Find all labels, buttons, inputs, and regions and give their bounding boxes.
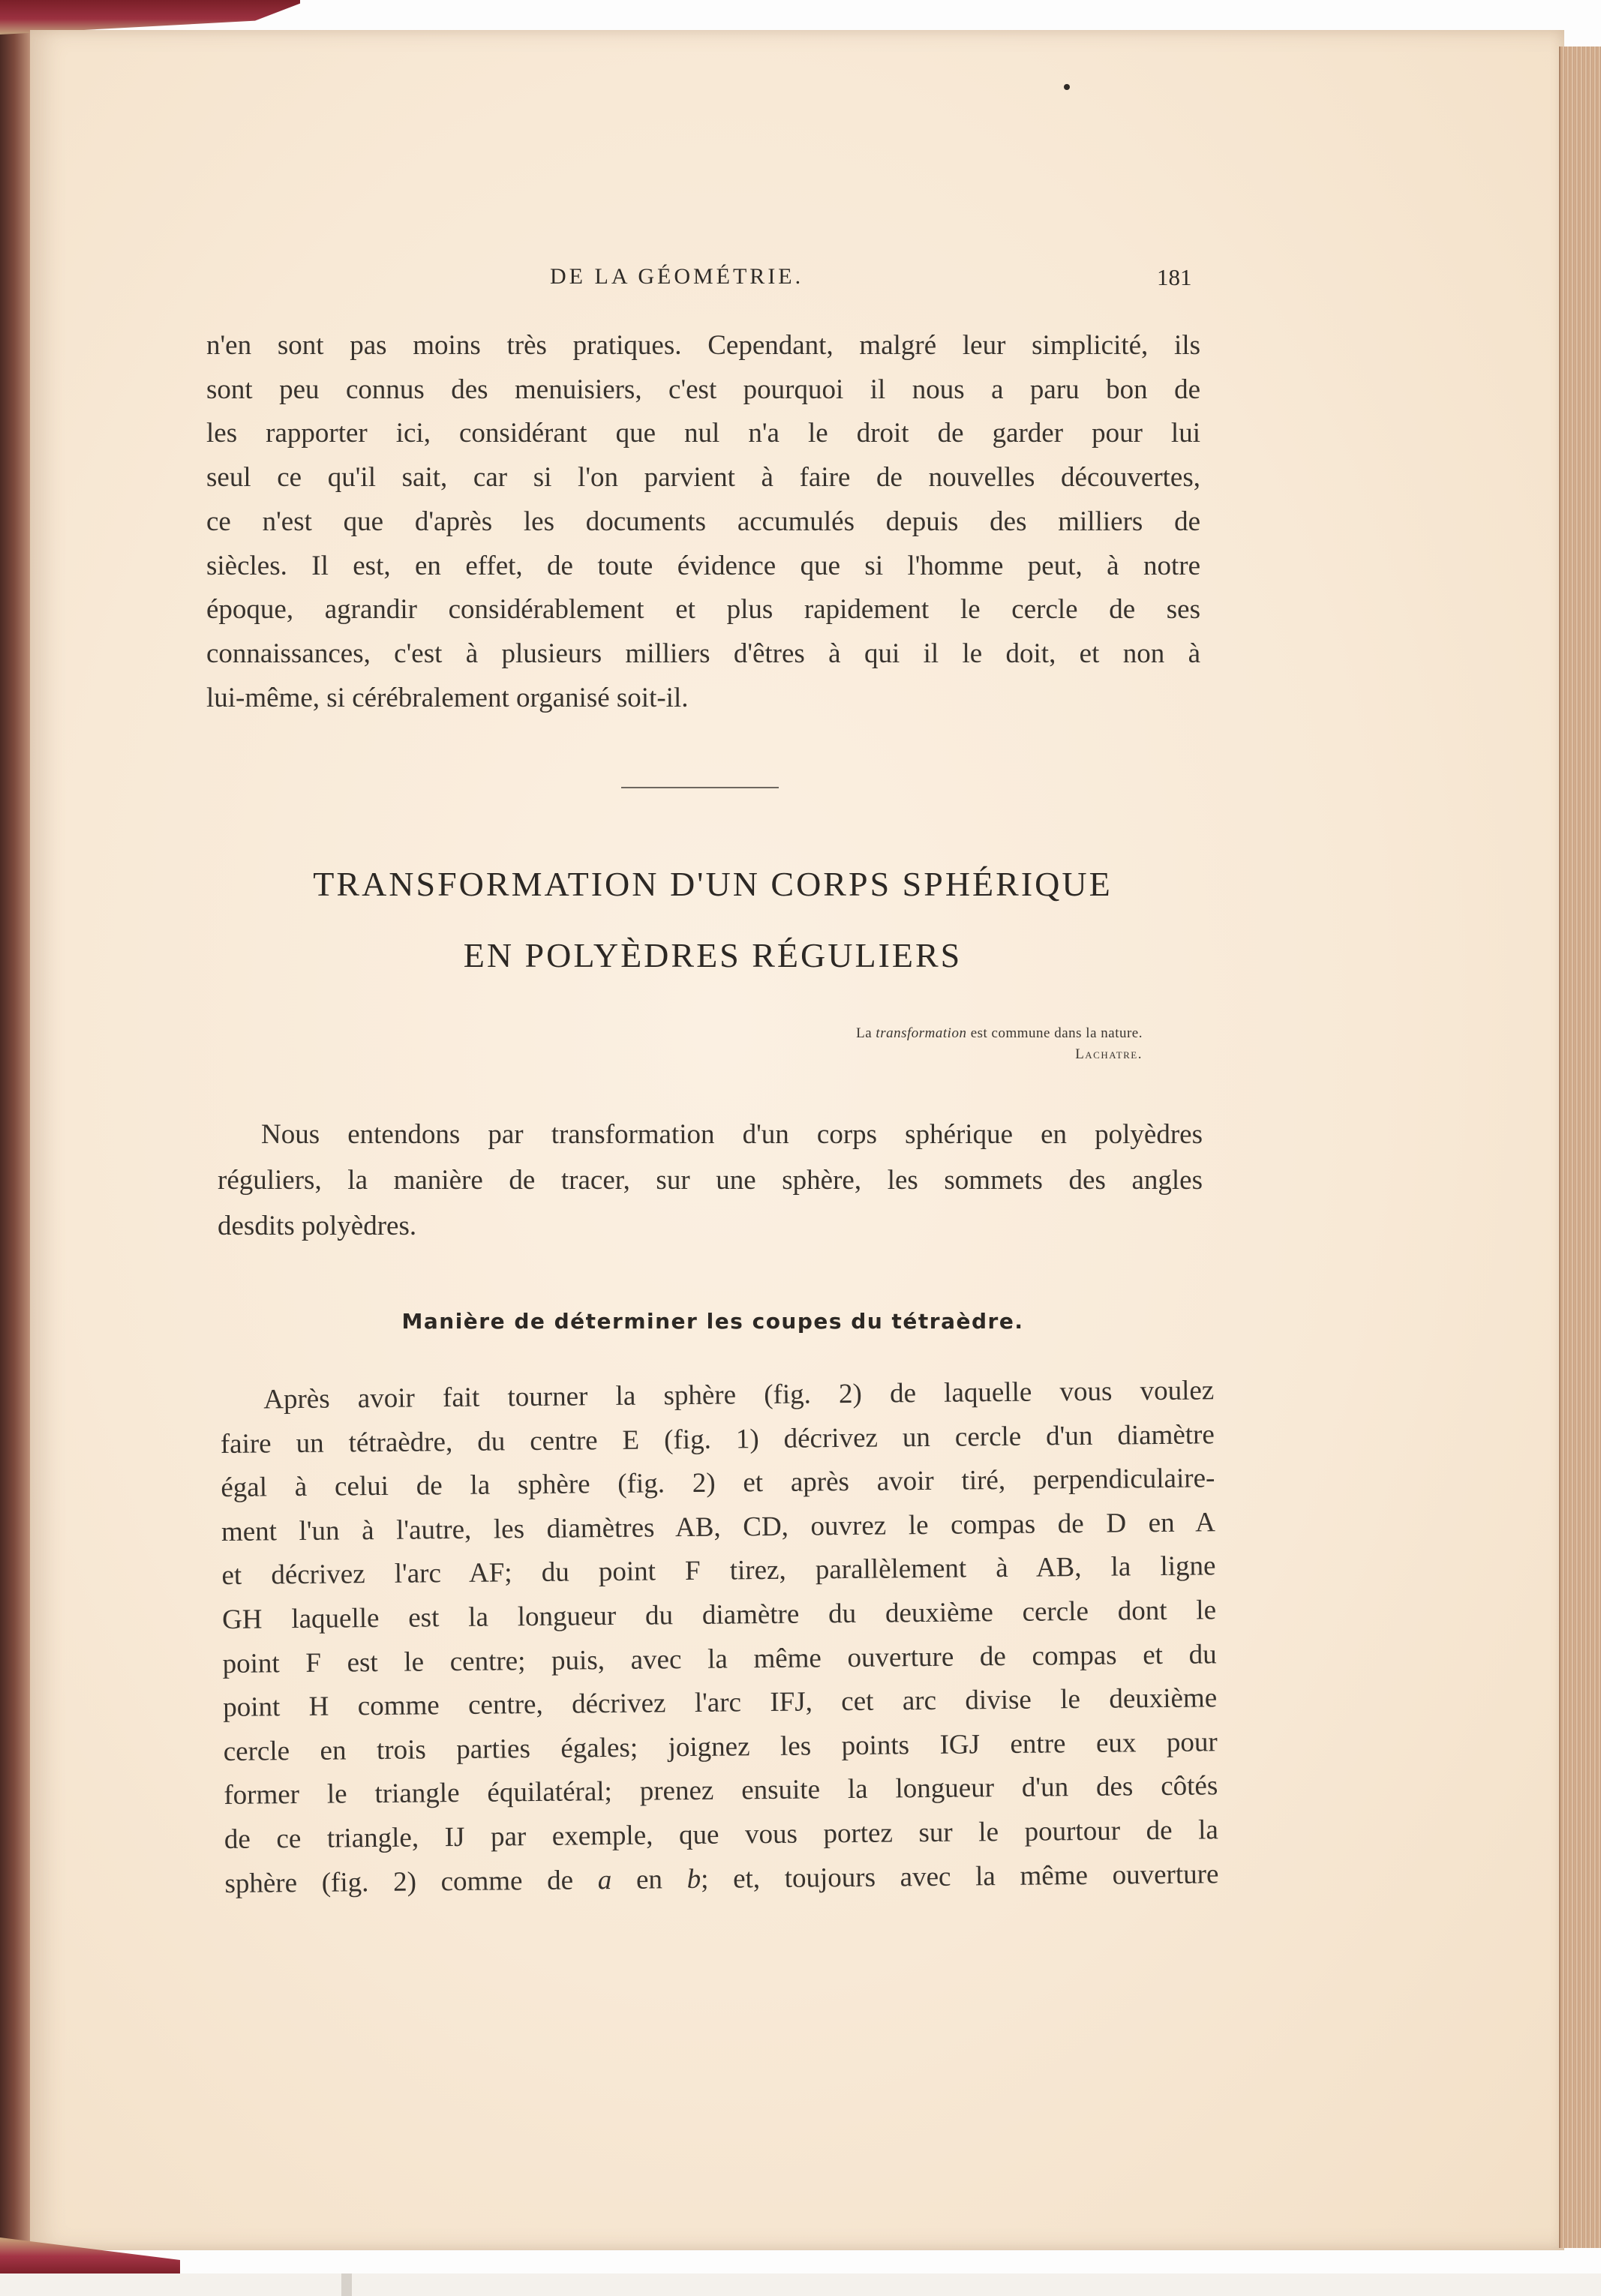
paragraph-introduction <box>218 1112 1203 1249</box>
ink-dot <box>1064 84 1070 90</box>
text-line: cercle en trois parties égales; joignez les points IGJ entre eux pour <box>223 1727 1218 1767</box>
text-fragment: sphère (fig. 2) comme de <box>224 1864 598 1899</box>
text-line: et décrivez l'arc AF; du point F tirez, parallèlement à AB, la ligne <box>221 1550 1216 1592</box>
text-line: seul ce qu'il sait, car si l'on parvient à faire de nouvelles découvertes, <box>206 462 1200 494</box>
text-line: ce n'est que d'après les documents accumulés depuis des milliers de <box>206 506 1200 537</box>
subheading: Manière de déterminer les coupes du tétraèdre. <box>401 1309 1024 1334</box>
text-line: ment l'un à l'autre, les diamètres AB, CD, ouvrez le compas de D en A <box>221 1507 1216 1547</box>
text-line: Après avoir fait tourner la sphère (fig. 2) de laquelle vous voulez <box>263 1375 1215 1415</box>
text-line: faire un tétraèdre, du centre E (fig. 1) décrivez un cercle d'un diamètre <box>220 1418 1215 1460</box>
text-line: n'en sont pas moins très pratiques. Cependant, malgré leur simplicité, ils <box>206 330 1200 361</box>
text-line: lui-même, si cérébralement organisé soit-il. <box>206 682 689 713</box>
text-line: connaissances, c'est à plusieurs milliers d'êtres à qui il le doit, et non à <box>206 638 1200 669</box>
text-line: Nous entendons par transformation d'un corps sphérique en polyèdres <box>261 1119 1203 1150</box>
section-title-line-2: EN POLYÈDRES RÉGULIERS <box>463 936 963 974</box>
epigraph-quote <box>525 1025 1143 1042</box>
text-fragment: en <box>611 1863 687 1895</box>
point-label-a: a <box>597 1864 612 1895</box>
text-fragment: ; et, toujours avec la même ouverture <box>700 1858 1219 1895</box>
running-head-title: DE LA GÉOMÉTRIE. <box>550 264 804 289</box>
epigraph-text: est commune dans la nature. <box>966 1025 1143 1041</box>
epigraph-author: Lachatre. <box>1075 1046 1143 1062</box>
paragraph-continued <box>206 324 1200 720</box>
text-line: GH laquelle est la longueur du diamètre du deuxième cercle dont le <box>221 1595 1217 1635</box>
text-line: de ce triangle, IJ par exemple, que vous portez sur le pourtour de la <box>224 1814 1219 1855</box>
text-line: siècles. Il est, en effet, de toute évidence que si l'homme peut, à notre <box>206 550 1200 581</box>
text-line: sont peu connus des menuisiers, c'est pourquoi il nous a paru bon de <box>206 374 1200 405</box>
point-label-b: b <box>686 1863 701 1895</box>
text-line: former le triangle équilatéral; prenez ensuite la longueur d'un des côtés <box>224 1770 1218 1811</box>
running-head <box>0 264 1200 294</box>
paragraph-instructions <box>220 1369 1219 1906</box>
text-line: époque, agrandir considérablement et plus rapidement le cercle de ses <box>206 594 1200 626</box>
epigraph-text: La <box>856 1025 876 1041</box>
page-edges <box>1559 47 1601 2248</box>
text-line: point H comme centre, décrivez l'arc IFJ, cet arc divise le deuxième <box>223 1682 1218 1724</box>
text-line: les rapporter ici, considérant que nul n'a le droit de garder pour lui <box>206 418 1200 449</box>
section-divider <box>621 787 779 788</box>
epigraph-italic-word: transformation <box>876 1025 967 1041</box>
text-line: point F est le centre; puis, avec la même ouverture de compas et du <box>222 1638 1217 1679</box>
text-line: desdits polyèdres. <box>218 1211 417 1241</box>
section-title-line-1: TRANSFORMATION D'UN CORPS SPHÉRIQUE <box>313 865 1113 903</box>
text-line: réguliers, la manière de tracer, sur une sphère, les sommets des angles <box>218 1165 1203 1196</box>
scan-background-strip <box>0 2273 1601 2296</box>
scan-marker <box>341 2273 352 2296</box>
text-line: égal à celui de la sphère (fig. 2) et après avoir tiré, perpendiculaire- <box>221 1463 1215 1504</box>
page-number: 181 <box>1157 264 1192 290</box>
